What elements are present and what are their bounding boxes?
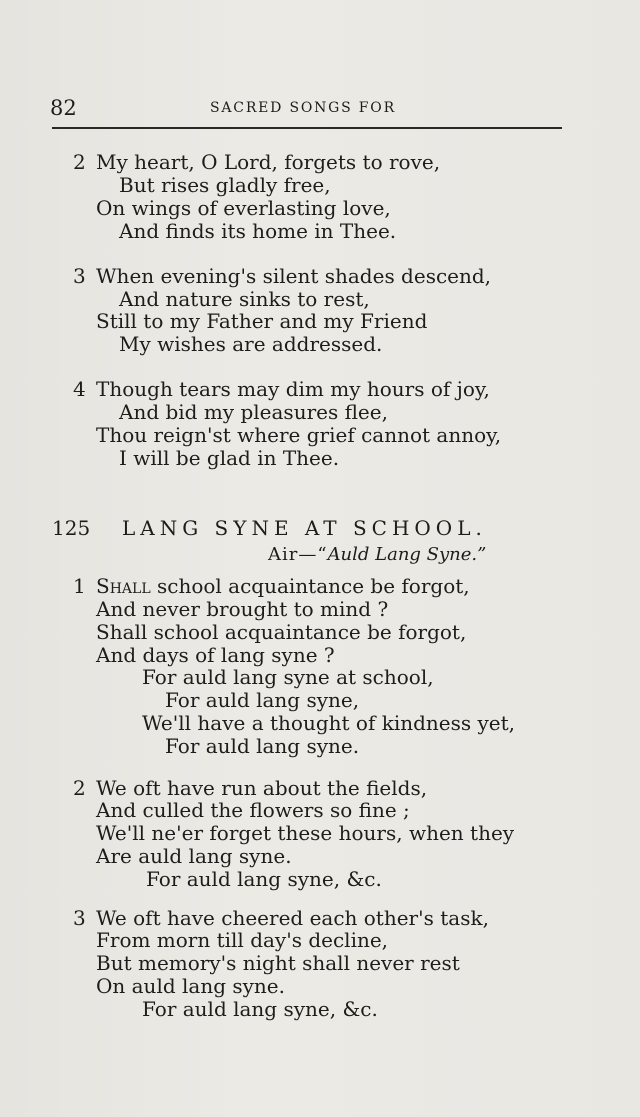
- verse-line: Though tears may dim my hours of joy,: [96, 377, 490, 401]
- air-tune: Auld Lang Syne.”: [327, 544, 487, 565]
- verse-line: Thou reign'st where grief cannot annoy,: [96, 423, 502, 447]
- verse-line: And finds its home in Thee.: [119, 219, 397, 243]
- verse-line: I will be glad in Thee.: [119, 446, 340, 470]
- header-rule: [52, 127, 562, 129]
- chorus-line: For auld lang syne at school,: [142, 665, 434, 689]
- chorus-line: We'll have a thought of kindness yet,: [142, 711, 516, 735]
- verse-line: And bid my pleasures flee,: [119, 400, 388, 424]
- verse-line: We'll ne'er forget these hours, when they: [96, 821, 515, 845]
- verse-line: Shall school acquaintance be forgot,: [96, 620, 467, 644]
- chorus-line: For auld lang syne, &c.: [142, 997, 378, 1021]
- air-label: Air—“: [268, 544, 328, 565]
- stanza-number: 2: [73, 776, 86, 800]
- verse-line: My heart, O Lord, forgets to rove,: [96, 150, 441, 174]
- verse-line: We oft have cheered each other's task,: [96, 906, 489, 930]
- stanza-number: 1: [73, 574, 86, 598]
- verse-line: Are auld lang syne.: [96, 844, 292, 868]
- verse-line: On auld lang syne.: [96, 974, 285, 998]
- verse-line: But memory's night shall never rest: [96, 951, 460, 975]
- first-word: Shall: [96, 574, 151, 598]
- chorus-line: For auld lang syne.: [165, 734, 360, 758]
- verse-line: My wishes are addressed.: [119, 332, 383, 356]
- verse-line: And culled the flowers so fine ;: [96, 798, 410, 822]
- stanza-number: 2: [73, 150, 86, 174]
- chorus-line: For auld lang syne, &c.: [146, 867, 382, 891]
- tune-attribution: [268, 546, 486, 564]
- stanza-number: 4: [73, 377, 86, 401]
- chorus-line: For auld lang syne,: [165, 688, 360, 712]
- stanza-number: 3: [73, 906, 86, 930]
- page-number: 82: [50, 96, 77, 120]
- running-title: SACRED SONGS FOR: [210, 100, 396, 116]
- verse-line: On wings of everlasting love,: [96, 196, 391, 220]
- verse-line: Still to my Father and my Friend: [96, 309, 428, 333]
- verse-line: From morn till day's decline,: [96, 928, 389, 952]
- hymn-title: LANG SYNE AT SCHOOL.: [122, 516, 487, 540]
- page-header: [50, 96, 565, 126]
- verse-line: [96, 576, 470, 596]
- verse-line-rest: school acquaintance be forgot,: [150, 574, 470, 598]
- verse-line: And days of lang syne ?: [96, 643, 335, 667]
- verse-line: When evening's silent shades descend,: [96, 264, 492, 288]
- hymn-number: 125: [52, 516, 91, 540]
- stanza-number: 3: [73, 264, 86, 288]
- verse-line: And nature sinks to rest,: [119, 287, 370, 311]
- verse-line: But rises gladly free,: [119, 173, 331, 197]
- verse-line: And never brought to mind ?: [96, 597, 389, 621]
- verse-line: We oft have run about the fields,: [96, 776, 428, 800]
